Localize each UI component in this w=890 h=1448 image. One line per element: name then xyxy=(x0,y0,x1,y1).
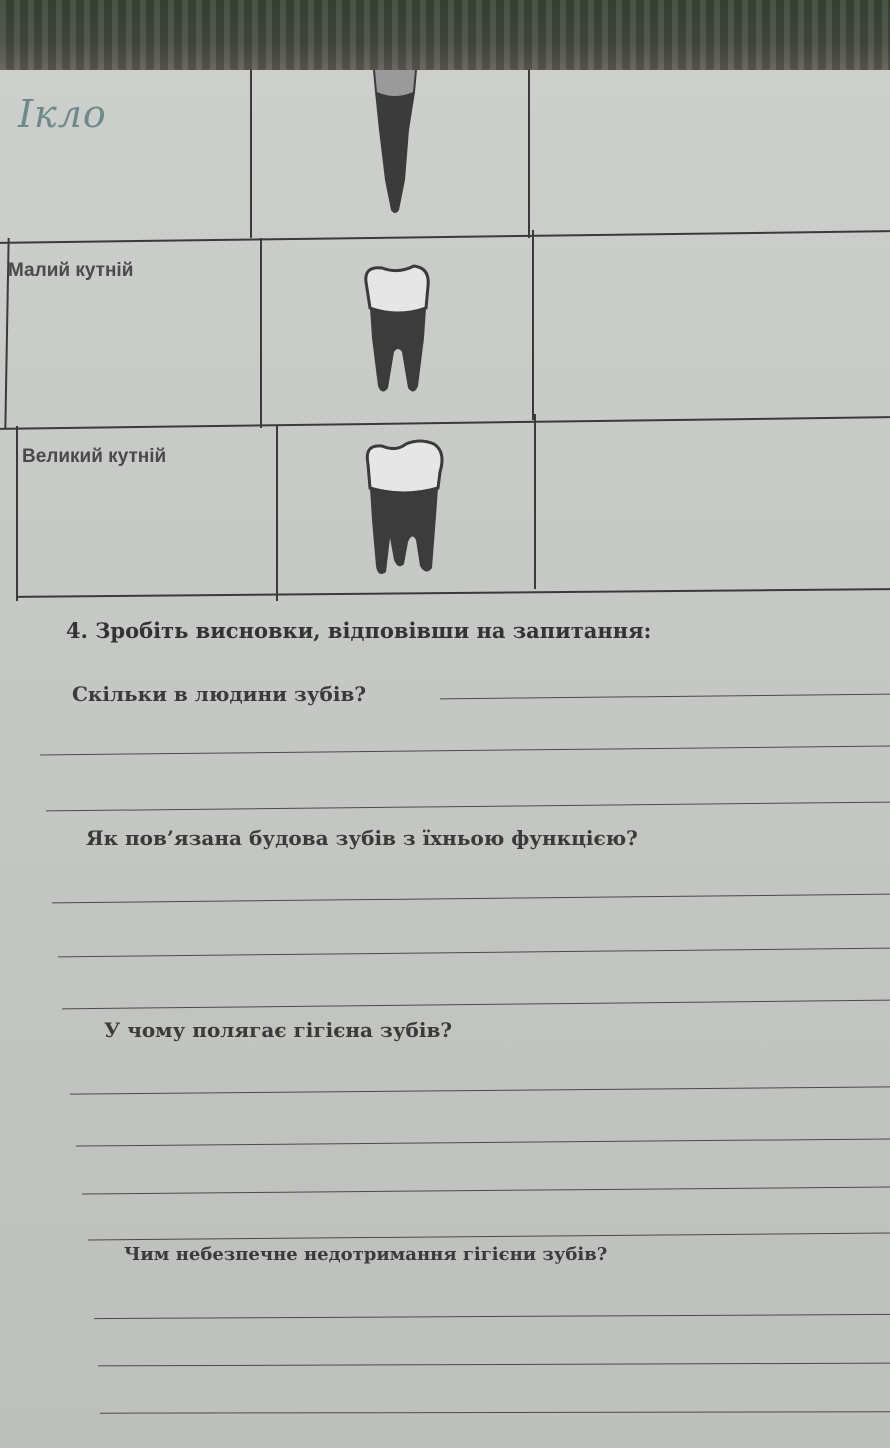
small-molar-tooth-icon xyxy=(358,260,438,400)
table-divider xyxy=(250,70,252,238)
teeth-table xyxy=(0,70,890,605)
table-divider xyxy=(528,70,530,238)
large-molar-tooth-icon xyxy=(360,436,448,581)
question-structure-function: Як пов’язана будова зубів з їхньою функцією? xyxy=(86,826,638,850)
question-hygiene-danger: Чим небезпечне недотримання гігієни зубів? xyxy=(124,1244,608,1265)
table-divider xyxy=(16,588,890,598)
table-divider xyxy=(532,230,534,420)
table-divider xyxy=(0,230,890,244)
task-heading: 4. Зробіть висновки, відповівши на запитання: xyxy=(66,618,652,643)
row-label-small-molar: Малий кутній xyxy=(8,260,134,281)
row-label-large-molar: Великий кутній xyxy=(22,446,167,467)
question-tooth-count: Скільки в людини зубів? xyxy=(72,682,367,706)
table-divider xyxy=(260,238,262,428)
table-divider xyxy=(16,426,18,601)
row-label-canine: Ікло xyxy=(18,92,107,136)
photo-background xyxy=(0,0,890,80)
question-dental-hygiene: У чому полягає гігієна зубів? xyxy=(104,1018,453,1042)
canine-tooth-icon xyxy=(365,70,425,220)
table-divider xyxy=(0,416,890,430)
table-divider xyxy=(276,426,278,601)
table-divider xyxy=(534,414,536,589)
